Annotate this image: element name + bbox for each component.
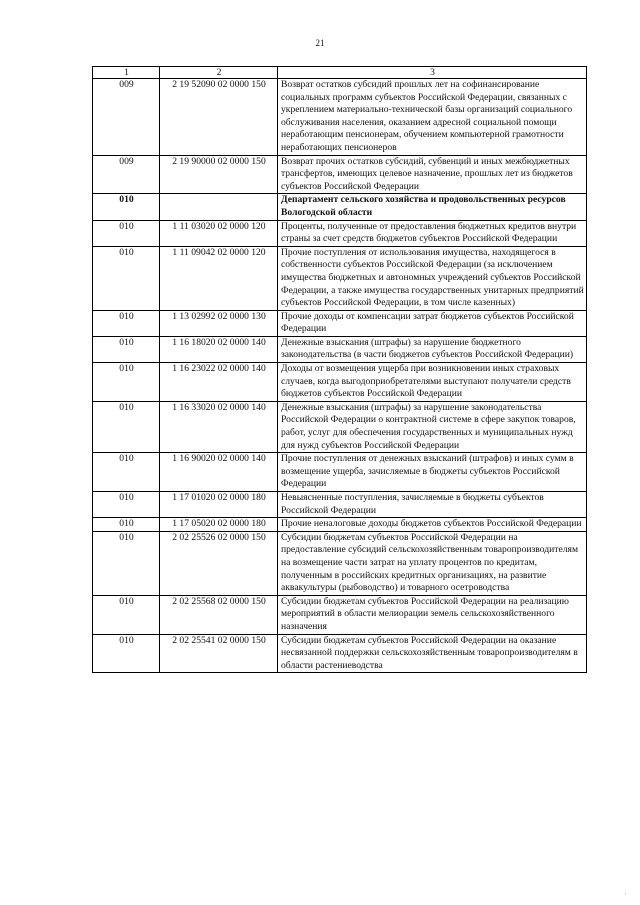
revenue-name-cell: Прочие неналоговые доходы бюджетов субъектов Российской Федерации (278, 518, 587, 532)
revenue-name-cell: Возврат остатков субсидий прошлых лет на софинансирование социальных программ субъектов Российской Федерации, связанных с укреплением материально-технической базы организаций социального обслуживания населения, оказанием адресной социальной помощи неработающим пенсионерам, обучением компьютерной грамотности неработающих пенсионеров (278, 79, 587, 156)
revenue-name-cell: Проценты, полученные от предоставления бюджетных кредитов внутри страны за счет средств бюджетов субъектов Российской Федерации (278, 220, 587, 246)
revenue-name-cell: Денежные взыскания (штрафы) за нарушение бюджетного законодательства (в части бюджетов субъектов Российской Федерации) (278, 336, 587, 362)
admin-code-cell: 010 (93, 310, 160, 336)
table-row (93, 310, 587, 336)
revenue-code-cell: 1 17 05020 02 0000 180 (160, 518, 278, 532)
table-row (93, 634, 587, 673)
admin-code-cell: 010 (93, 246, 160, 310)
admin-code-cell: 010 (93, 595, 160, 634)
revenue-code-cell: 2 19 52090 02 0000 150 (160, 79, 278, 156)
table-row (93, 220, 587, 246)
admin-code-cell: 010 (93, 220, 160, 246)
admin-code-cell: 010 (93, 531, 160, 595)
admin-code-cell: 010 (93, 401, 160, 452)
revenue-code-cell: 1 16 23022 02 0000 140 (160, 363, 278, 402)
admin-code-cell: 010 (93, 363, 160, 402)
revenue-code-cell: 1 16 33020 02 0000 140 (160, 401, 278, 452)
revenue-name-cell: Прочие поступления от использования имущества, находящегося в собственности субъектов Российской Федерации (за исключением имущества бюджетных и автономных учреждений субъектов Российской Федерации, а также имущества государственных унитарных предприятий субъектов Российской Федерации, в том числе казенных) (278, 246, 587, 310)
admin-code-cell: 009 (93, 155, 160, 194)
table-row (93, 246, 587, 310)
admin-code-cell: 010 (93, 634, 160, 673)
revenue-name-cell: Денежные взыскания (штрафы) за нарушение законодательства Российской Федерации о контрактной системе в сфере закупок товаров, работ, услуг для обеспечения государственных и муниципальных нужд для нужд субъектов Российской Федерации (278, 401, 587, 452)
table-row (93, 595, 587, 634)
revenue-name-cell: Департамент сельского хозяйства и продовольственных ресурсов Вологодской области (278, 194, 587, 220)
column-header-3: 3 (278, 67, 587, 79)
table-row (93, 518, 587, 532)
revenue-name-cell: Прочие поступления от денежных взысканий (штрафов) и иных сумм в возмещение ущерба, зачисляемые в бюджеты субъектов Российской Федерации (278, 453, 587, 492)
revenue-codes-table (92, 66, 587, 673)
revenue-name-cell: Прочие доходы от компенсации затрат бюджетов субъектов Российской Федерации (278, 310, 587, 336)
department-header-row (93, 194, 587, 220)
revenue-code-cell: 1 13 02992 02 0000 130 (160, 310, 278, 336)
admin-code-cell: 010 (93, 492, 160, 518)
table-row (93, 401, 587, 452)
admin-code-cell: 010 (93, 194, 160, 220)
revenue-name-cell: Невыясненные поступления, зачисляемые в бюджеты субъектов Российской Федерации (278, 492, 587, 518)
table-header-row (93, 67, 587, 79)
revenue-name-cell: Субсидии бюджетам субъектов Российской Федерации на реализацию мероприятий в области мелиорации земель сельскохозяйственного назначения (278, 595, 587, 634)
revenue-code-cell (160, 194, 278, 220)
revenue-code-cell: 2 02 25568 02 0000 150 (160, 595, 278, 634)
admin-code-cell: 010 (93, 518, 160, 532)
column-header-2: 2 (160, 67, 278, 79)
revenue-name-cell: Возврат прочих остатков субсидий, субвенций и иных межбюджетных трансфертов, имеющих целевое назначение, прошлых лет из бюджетов субъектов Российской Федерации (278, 155, 587, 194)
revenue-code-cell: 1 11 03020 02 0000 120 (160, 220, 278, 246)
table-row (93, 492, 587, 518)
table-row (93, 531, 587, 595)
revenue-name-cell: Доходы от возмещения ущерба при возникновении иных страховых случаев, когда выгодоприобретателями выступают получатели средств бюджетов субъектов Российской Федерации (278, 363, 587, 402)
revenue-code-cell: 1 17 01020 02 0000 180 (160, 492, 278, 518)
table-row (93, 336, 587, 362)
table-row (93, 155, 587, 194)
table-body (93, 79, 587, 673)
page-number: 21 (315, 38, 325, 48)
revenue-code-cell: 2 19 90000 02 0000 150 (160, 155, 278, 194)
revenue-name-cell: Субсидии бюджетам субъектов Российской Федерации на предоставление субсидий сельскохозяйственным товаропроизводителям на возмещение части затрат на уплату процентов по кредитам, полученным в российских кредитных организациях, на развитие аквакультуры (рыбоводство) и товарного осетроводства (278, 531, 587, 595)
table-row (93, 453, 587, 492)
column-header-1: 1 (93, 67, 160, 79)
revenue-code-cell: 2 02 25541 02 0000 150 (160, 634, 278, 673)
revenue-code-cell: 1 11 09042 02 0000 120 (160, 246, 278, 310)
scan-artifact-mark: ' (625, 893, 627, 899)
revenue-code-cell: 1 16 90020 02 0000 140 (160, 453, 278, 492)
revenue-name-cell: Субсидии бюджетам субъектов Российской Федерации на оказание несвязанной поддержки сельскохозяйственным товаропроизводителям в области растениеводства (278, 634, 587, 673)
revenue-code-cell: 2 02 25526 02 0000 150 (160, 531, 278, 595)
admin-code-cell: 010 (93, 453, 160, 492)
admin-code-cell: 010 (93, 336, 160, 362)
admin-code-cell: 009 (93, 79, 160, 156)
table-row (93, 363, 587, 402)
revenue-code-cell: 1 16 18020 02 0000 140 (160, 336, 278, 362)
table-row (93, 79, 587, 156)
